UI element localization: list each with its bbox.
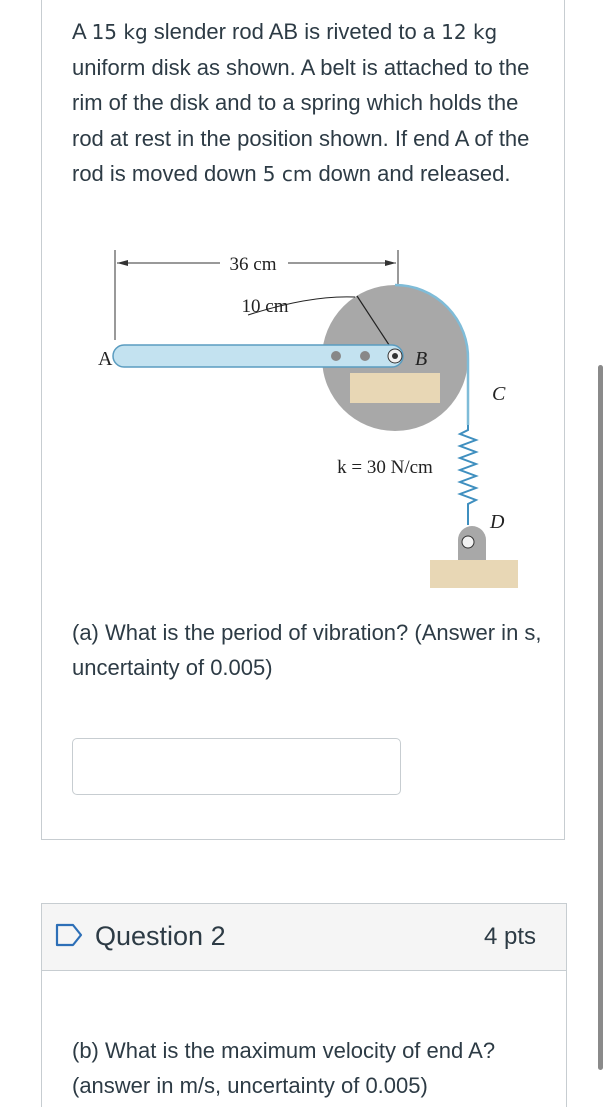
- part-b-prompt: (b) What is the maximum velocity of end A? (answer in m/s, uncertainty of 0.005): [72, 1038, 496, 1099]
- question-1-text: [72, 14, 542, 192]
- rod-ab: [113, 345, 403, 367]
- question-text-segment: uniform disk as shown. A belt is attached to the rim of the disk and to a spring which holds the rod at rest in the position shown. If end A of the rod is moved down: [72, 55, 530, 186]
- rod-disk-spring-figure: [80, 240, 530, 600]
- flag-question-icon[interactable]: [55, 923, 83, 947]
- answer-input-part-a[interactable]: [72, 738, 401, 795]
- label-d: D: [490, 511, 505, 533]
- label-c: C: [492, 383, 506, 405]
- question-text-segment: down and released.: [312, 160, 511, 186]
- scrollbar[interactable]: [598, 365, 603, 1070]
- disk-mass-value: 12 kg: [441, 20, 498, 44]
- question-2-header: [42, 904, 566, 971]
- dim-radius-label: 10 cm: [241, 296, 289, 317]
- question-text-segment: A: [72, 19, 92, 44]
- label-a: A: [98, 348, 113, 370]
- part-a-prompt: (a) What is the period of vibration? (Answer in s, uncertainty of 0.005): [72, 620, 542, 681]
- dimension-arrow-right: [385, 260, 396, 266]
- dim-length-label: 36 cm: [229, 254, 277, 275]
- ground-support: [430, 560, 518, 588]
- spring: [460, 425, 476, 525]
- pin-b-center: [392, 353, 398, 359]
- rod-mass-value: 15 kg: [91, 20, 148, 44]
- dimension-arrow-left: [117, 260, 128, 266]
- displacement-value: 5 cm: [262, 161, 313, 186]
- question-2-points: 4 pts: [483, 923, 536, 950]
- question-2-title: Question 2: [95, 921, 226, 951]
- spring-constant-label: k = 30 N/cm: [337, 457, 433, 478]
- rivet-2: [360, 351, 370, 361]
- pin-support: [350, 373, 440, 403]
- question-text-segment: slender rod AB is riveted to a: [147, 19, 442, 44]
- rivet-1: [331, 351, 341, 361]
- anchor-pin-d: [462, 536, 474, 548]
- label-b: B: [415, 348, 428, 370]
